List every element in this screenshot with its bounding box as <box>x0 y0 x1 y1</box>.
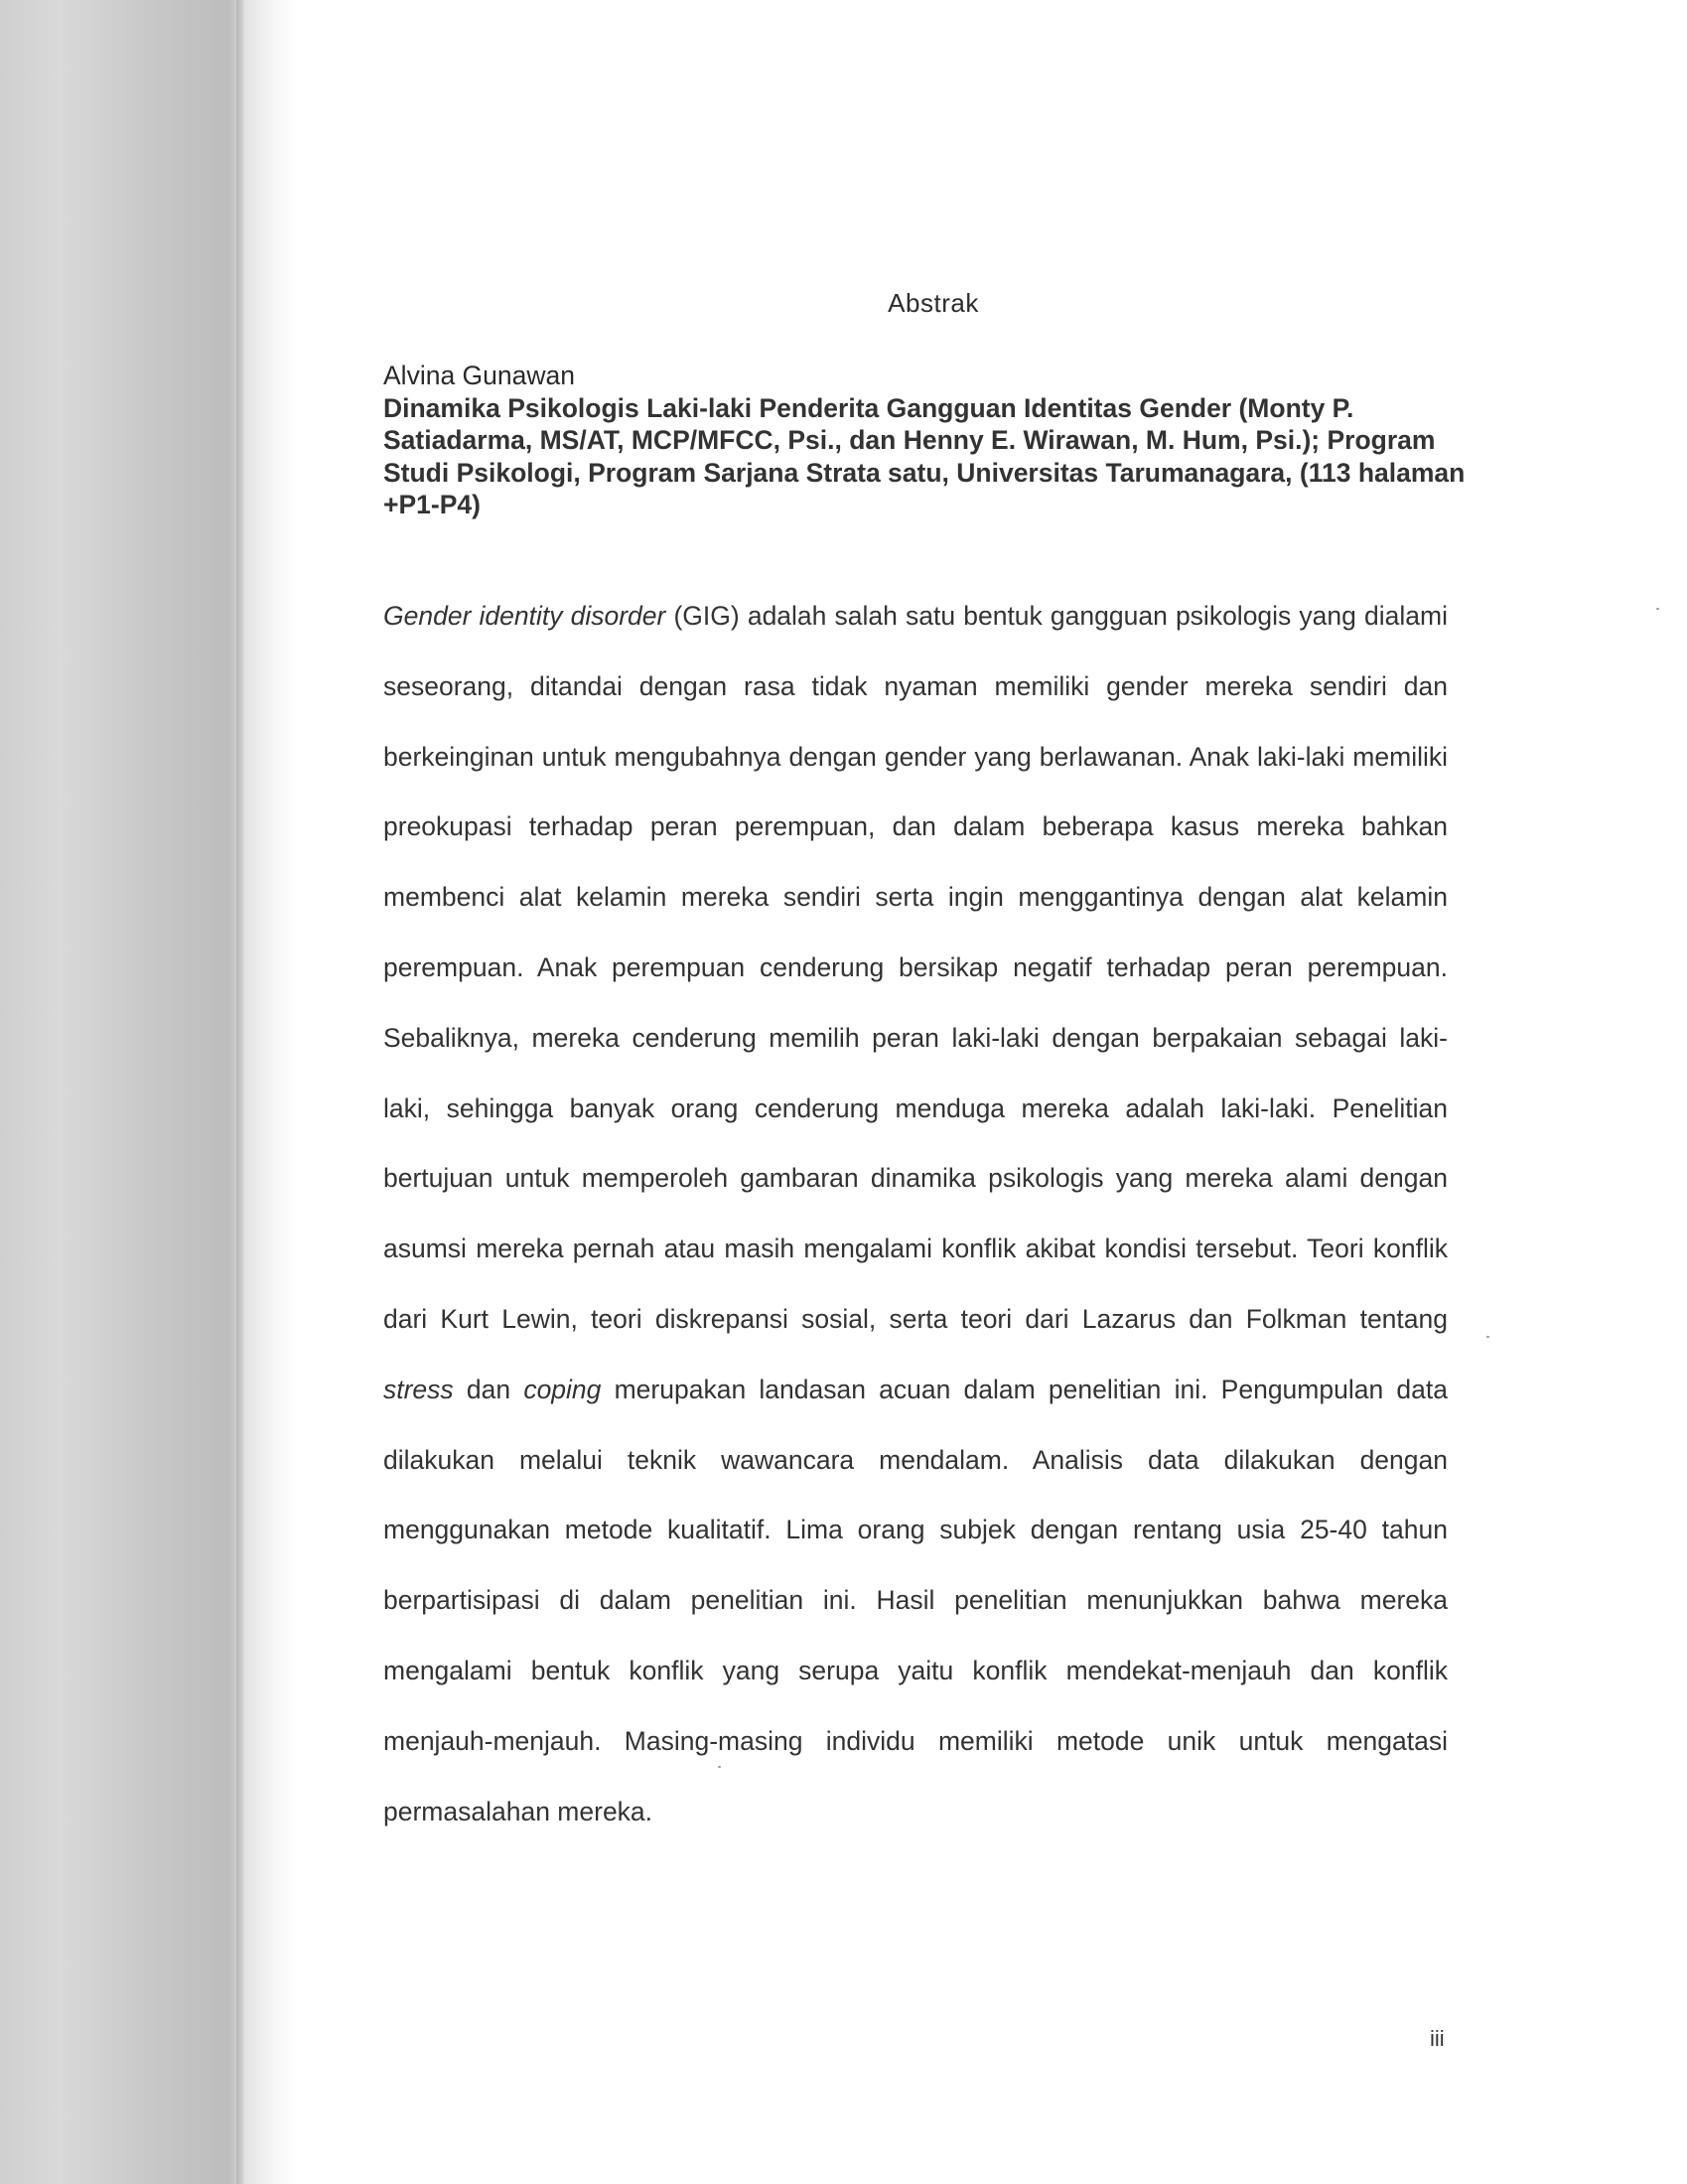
abstract-text-part-1: (GIG) adalah salah satu bentuk gangguan psikologis yang dialami seseorang, ditandai dengan rasa tidak nyaman memiliki gender mereka sendiri dan berkeinginan untuk mengubahnya dengan gender yang berlawanan. Anak laki-laki memiliki preokupasi terhadap peran perempuan, dan dalam beberapa kasus mereka bahkan membenci alat kelamin mereka sendiri serta ingin menggantinya dengan alat kelamin perempuan. Anak perempuan cenderung bersikap negatif terhadap peran perempuan. Sebaliknya, mereka cenderung memilih peran laki-laki dengan berpakaian sebagai laki-laki, sehingga banyak orang cenderung menduga mereka adalah laki-laki. Penelitian bertujuan untuk memperoleh gambaran dinamika psikologis yang mereka alami dengan asumsi mereka pernah atau masih mengalami konflik akibat kondisi tersebut. Teori konflik dari Kurt Lewin, teori diskrepansi sosial, serta teori dari Lazarus dan Folkman tentang <box>383 601 1448 1334</box>
author-block <box>383 360 1495 521</box>
author-name: Alvina Gunawan <box>383 361 575 390</box>
abstract-text-part-2: dan <box>453 1374 524 1404</box>
abstract-body <box>383 581 1448 1846</box>
abstract-paragraph <box>383 581 1448 1846</box>
binding-shadow <box>0 0 298 2184</box>
page-title: Abstrak <box>888 288 979 318</box>
thesis-citation: Dinamika Psikologis Laki-laki Penderita Gangguan Identitas Gender (Monty P. Satiadarma, MS/AT, MCP/MFCC, Psi., dan Henny E. Wirawan, M. Hum, Psi.); Program Studi Psikologi, Program Sarjana Strata satu, Universitas Tarumanagara, (113 halaman +P1-P4) <box>383 392 1466 519</box>
page-number: iii <box>1430 2026 1445 2051</box>
term-stress: stress <box>383 1374 454 1404</box>
scan-speck <box>1486 1336 1489 1338</box>
scan-speck <box>1656 608 1659 610</box>
binding-line <box>236 0 246 2184</box>
scan-speck <box>718 1766 721 1768</box>
abstract-text-part-3: merupakan landasan acuan dalam penelitian ini. Pengumpulan data dilakukan melalui teknik wawancara mendalam. Analisis data dilakukan dengan menggunakan metode kualitatif. Lima orang subjek dengan rentang usia 25-40 tahun berpartisipasi di dalam penelitian ini. Hasil penelitian menunjukkan bahwa mereka mengalami bentuk konflik yang serupa yaitu konflik mendekat-menjauh dan konflik menjauh-menjauh. Masing-masing individu memiliki metode unik untuk mengatasi permasalahan mereka. <box>383 1374 1448 1826</box>
term-gender-identity-disorder: Gender identity disorder <box>383 601 666 631</box>
term-coping: coping <box>523 1374 602 1404</box>
